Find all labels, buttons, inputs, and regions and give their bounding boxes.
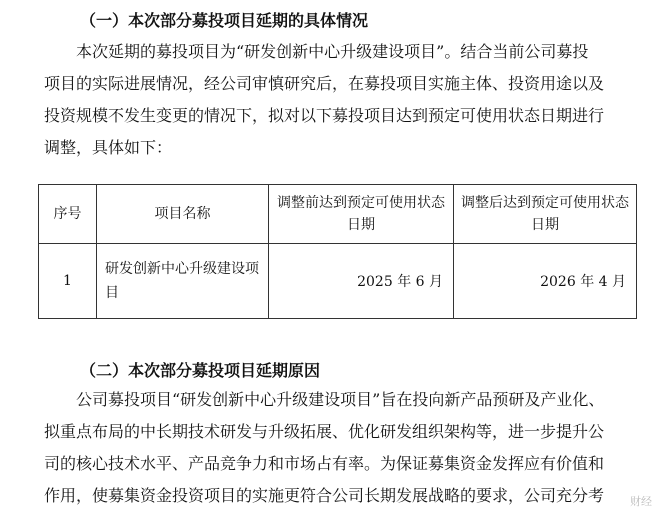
text-line: 拟重点布局的中长期技术研发与升级拓展、优化研发组织架构等，进一步提升公 [44,422,605,441]
header-project-name: 项目名称 [97,185,269,244]
header-date-after: 调整后达到预定可使用状态日期 [454,185,637,244]
cell-project-name: 研发创新中心升级建设项目 [97,244,269,319]
header-no: 序号 [39,185,97,244]
section2-heading: （二）本次部分募投项目延期原因 [80,361,321,380]
text-line: 作用，使募集资金投资项目的实施更符合公司长期发展战略的要求，公司充分考 [44,486,605,505]
cell-date-before: 2025 年 6 月 [269,244,454,319]
section1-heading: （一）本次部分募投项目延期的具体情况 [80,11,369,30]
cell-date-after: 2026 年 4 月 [454,244,637,319]
text-line: 调整，具体如下： [44,138,173,157]
section2-paragraph [44,384,638,512]
text-line: 公司募投项目“研发创新中心升级建设项目”旨在投向新产品预研及产业化、 [76,390,605,409]
table-header-row [39,185,637,244]
text-line: 项目的实际进展情况，经公司审慎研究后，在募投项目实施主体、投资用途以及 [44,74,605,93]
section1-paragraph [44,36,638,164]
extension-table [38,184,637,319]
text-line: 本次延期的募投项目为“研发创新中心升级建设项目”。结合当前公司募投 [76,42,589,61]
text-line: 司的核心技术水平、产品竞争力和市场占有率。为保证募集资金发挥应有价值和 [44,454,605,473]
header-date-before: 调整前达到预定可使用状态日期 [269,185,454,244]
watermark-logo: 财经 [630,495,652,508]
text-line: 投资规模不发生变更的情况下，拟对以下募投项目达到预定可使用状态日期进行 [44,106,605,125]
cell-no: 1 [39,244,97,319]
table-row [39,244,637,319]
